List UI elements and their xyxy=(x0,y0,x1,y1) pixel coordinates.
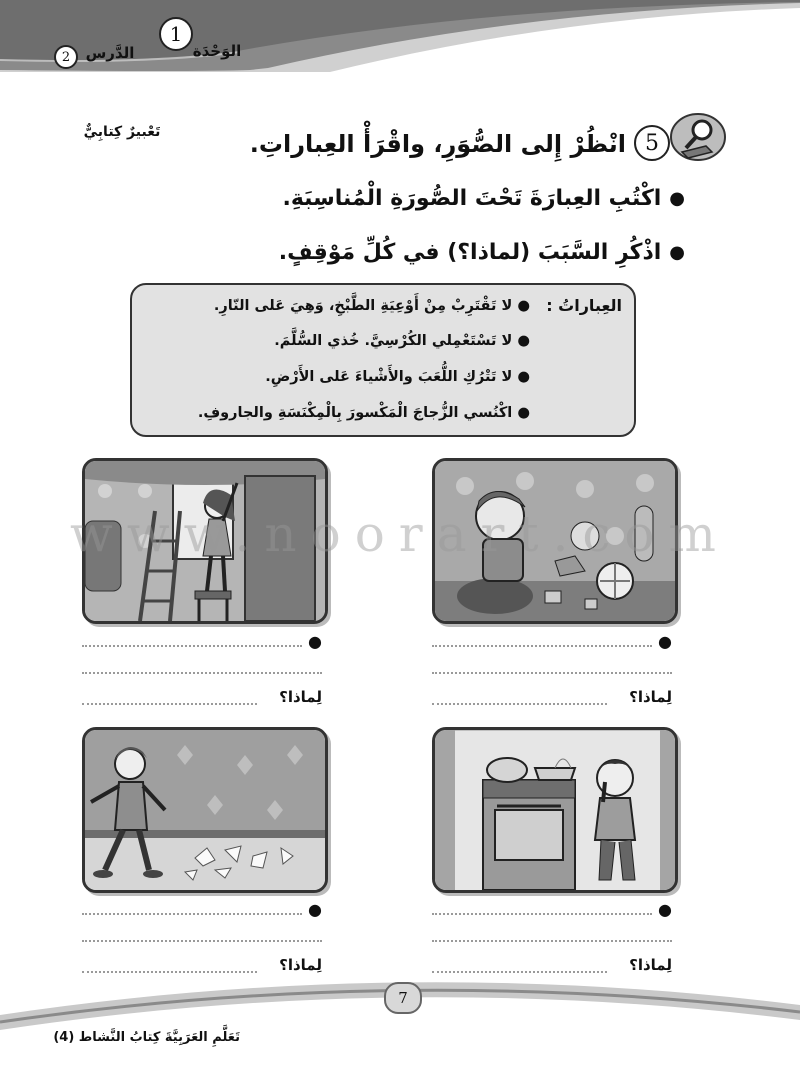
book-title: تَعَلَّمِ العَرَبِيَّةَ كِتابُ النَّشاط (4) xyxy=(53,1030,240,1045)
page-number-badge xyxy=(384,982,422,1014)
watermark-text: www.noorart.com xyxy=(70,505,730,563)
why-label: لِماذا؟ xyxy=(629,956,672,974)
answer-line[interactable] xyxy=(432,940,672,942)
answer-line[interactable] xyxy=(82,940,322,942)
instruction-item xyxy=(282,186,685,211)
phrase-item xyxy=(150,298,530,314)
bullet-icon: ● xyxy=(517,369,530,385)
bullet-icon: ● xyxy=(517,405,530,421)
phrase-text: لا تَقْتَرِبْ مِنْ أَوْعِيَةِ الطَّبْخِ، وَهِيَ عَلى النّارِ. xyxy=(213,298,513,314)
bullet-icon: ● xyxy=(517,298,530,314)
bullet-icon: ● xyxy=(669,242,685,263)
picture-boy-near-stove xyxy=(432,727,678,893)
activity-number: 5 xyxy=(645,130,659,156)
page-number: 7 xyxy=(398,989,408,1007)
phrase-text: لا تَتْرُكِ اللُّعَبَ والأَشْياءَ عَلى الأَرْضِ. xyxy=(265,369,513,385)
phrase-item xyxy=(150,333,530,349)
why-label: لِماذا؟ xyxy=(279,688,322,706)
bullet-icon: ● xyxy=(517,333,530,349)
unit-number: 1 xyxy=(169,22,183,46)
unit-label: الوَحْدَة xyxy=(192,42,242,60)
answer-line[interactable] xyxy=(432,913,652,915)
bullet-icon: ● xyxy=(658,900,672,919)
magnifier-book-icon xyxy=(666,112,726,162)
picture-girl-climbing-chair-on-ladder xyxy=(82,458,328,624)
header-band xyxy=(0,0,800,80)
bullet-icon: ● xyxy=(669,188,685,209)
phrase-text: اكْنُسي الزُّجاجَ الْمَكْسورَ بِالْمِكْنَسَةِ والجاروفِ. xyxy=(197,405,513,421)
phrase-text: لا تَسْتَعْمِلي الكُرْسِيَّ. خُذي السُّلَّمَ. xyxy=(274,333,513,349)
lesson-number: 2 xyxy=(61,49,71,65)
picture-boy-with-broken-glass xyxy=(82,727,328,893)
instruction-text: اذْكُرِ السَّبَبَ (لماذا؟) في كُلِّ مَوْقِفٍ. xyxy=(278,240,662,265)
why-answer-line[interactable] xyxy=(82,703,257,705)
phrases-label: العِباراتُ : xyxy=(546,296,622,315)
answer-line[interactable] xyxy=(432,645,652,647)
phrase-item xyxy=(150,369,530,385)
bullet-icon: ● xyxy=(658,632,672,651)
why-label: لِماذا؟ xyxy=(629,688,672,706)
answer-line[interactable] xyxy=(82,672,322,674)
picture-boy-playing-with-toys xyxy=(432,458,678,624)
lesson-number-badge xyxy=(54,45,78,69)
activity-title: انْظُرْ إِلى الصُّوَرِ، واقْرَأْ العِباراتِ. xyxy=(249,130,626,158)
phrase-item xyxy=(150,405,530,421)
bullet-icon: ● xyxy=(308,900,322,919)
section-label: تَعْبيرٌ كِتابِيٌّ xyxy=(83,124,161,140)
answer-line[interactable] xyxy=(432,672,672,674)
why-label: لِماذا؟ xyxy=(279,956,322,974)
activity-number-badge xyxy=(634,125,670,161)
answer-line[interactable] xyxy=(82,645,302,647)
instruction-item xyxy=(278,240,685,265)
bullet-icon: ● xyxy=(308,632,322,651)
lesson-label: الدَّرس xyxy=(85,44,135,62)
answer-line[interactable] xyxy=(82,913,302,915)
why-answer-line[interactable] xyxy=(432,703,607,705)
instruction-text: اكْتُبِ العِبارَةَ تَحْتَ الصُّورَةِ الْمُناسِبَةِ. xyxy=(282,186,662,211)
